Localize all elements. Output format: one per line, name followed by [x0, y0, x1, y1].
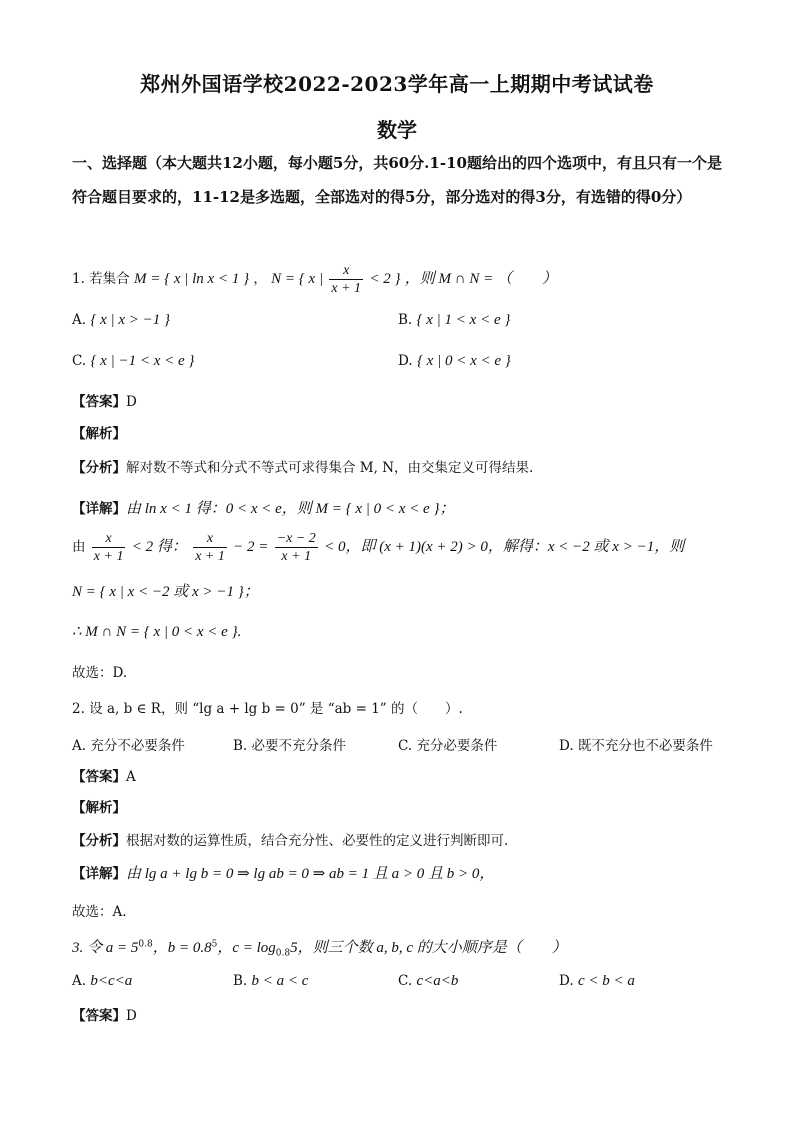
q1-detail-3: N = { x | x < −2 或 x > −1 }；	[72, 584, 259, 600]
q3-answer-value: D	[126, 1008, 137, 1024]
q1-comma: ，	[253, 271, 267, 287]
q1-fenxi-label: 【分析】	[72, 460, 126, 476]
q2-detail	[72, 862, 494, 883]
q1-analysis-label: 【解析】	[72, 426, 126, 442]
q2-answer-label: 【答案】	[72, 769, 126, 785]
q1-answer-value: D	[126, 394, 137, 410]
q1-lead: 1. 若集合	[72, 271, 130, 287]
q1-detail-frac-2-num: x	[193, 530, 227, 548]
q2-analysis-label: 【解析】	[72, 800, 126, 816]
q3-stem-b: ，b = 0.8	[152, 940, 212, 956]
q1-fenxi-text: 解对数不等式和分式不等式可求得集合 M, N，由交集定义可得结果.	[126, 460, 534, 476]
q1-choose: 故选：D.	[72, 665, 128, 681]
q1-detail-frac-1-den: x + 1	[93, 549, 124, 564]
q2-option-d	[559, 734, 713, 754]
q1-detail-frac-3	[275, 530, 318, 565]
q1-option-c	[72, 353, 194, 370]
q1-detail-4: ∴ M ∩ N = { x | 0 < x < e }.	[72, 624, 242, 640]
q1-option-c-text: { x | −1 < x < e }	[90, 353, 195, 369]
q3-option-b	[233, 973, 308, 990]
q3-option-c	[398, 973, 458, 990]
q2-option-b	[233, 734, 346, 754]
q3-sub: 0.8	[275, 948, 291, 959]
question-3-stem	[72, 936, 567, 959]
q2-option-a-text: 充分不必要条件	[90, 738, 185, 754]
q3-option-c-text: c<a<b	[416, 973, 459, 989]
q1-detail-frac-2	[193, 530, 227, 565]
q3-option-b-letter: B.	[233, 973, 248, 989]
q2-detail-label: 【详解】	[72, 866, 126, 882]
q1-detail-label: 【详解】	[72, 501, 126, 517]
q2-option-b-text: 必要不充分条件	[251, 738, 347, 754]
q1-detail-1	[72, 497, 454, 518]
q2-option-c-letter: C.	[398, 738, 413, 754]
q2-fenxi	[72, 829, 508, 849]
q1-frac-den: x + 1	[331, 281, 362, 296]
q3-option-d-letter: D.	[559, 973, 574, 989]
q1-set-n-left: N = { x |	[271, 271, 324, 287]
q2-answer-value: A	[126, 769, 136, 785]
q1-answer-label: 【答案】	[72, 394, 126, 410]
q2-fenxi-label: 【分析】	[72, 833, 126, 849]
q2-answer	[72, 765, 136, 785]
q1-detail-2d: < 0，即 (x + 1)(x + 2) > 0，解得：x < −2 或 x > −1，则	[324, 539, 685, 555]
q1-option-b-letter: B.	[398, 312, 413, 328]
q1-option-d	[398, 353, 511, 370]
q3-option-d	[559, 973, 635, 990]
q1-detail-frac-1	[92, 530, 126, 565]
q3-answer-label: 【答案】	[72, 1008, 126, 1024]
question-1-stem	[72, 262, 557, 297]
q1-detail-2b: < 2 得：	[131, 539, 187, 555]
q3-answer	[72, 1004, 137, 1024]
q1-answer	[72, 390, 137, 410]
section-heading: 一、选择题（本大题共12小题，每小题5分，共60分.1-10题给出的四个选项中，有且只有一个是符合题目要求的，11-12是多选题，全部选对的得5分，部分选对的得3分，有选错的得0分）	[72, 154, 722, 206]
q1-fenxi	[72, 456, 533, 476]
q1-tail: ，则 M ∩ N = （ ）	[404, 271, 557, 287]
q1-detail-frac-1-num: x	[92, 530, 126, 548]
q3-stem-a: 3. 令 a = 5	[72, 940, 139, 956]
q1-option-a-text: { x | x > −1 }	[90, 312, 171, 328]
subject-title: 数学	[377, 118, 417, 142]
q1-set-m: M = { x | ln x < 1 }	[133, 271, 250, 287]
q3-exp-1: 0.8	[138, 939, 153, 950]
q3-option-d-text: c < b < a	[577, 973, 635, 989]
question-2-stem: 2. 设 a, b ∈ R，则 “lg a + lg b = 0” 是 “ab = 1” 的（ ）.	[72, 701, 463, 717]
q3-stem-d: 5，则三个数 a, b, c 的大小顺序是（ ）	[290, 940, 567, 956]
q1-detail-frac-3-den: x + 1	[281, 549, 312, 564]
page-title: 郑州外国语学校2022-2023学年高一上期期中考试试卷	[140, 72, 654, 96]
q1-detail-1-text: 由 ln x < 1 得：0 < x < e，则 M = { x | 0 < x < e }；	[126, 501, 455, 517]
q1-detail-2	[72, 530, 684, 565]
q1-detail-frac-2-den: x + 1	[195, 549, 225, 564]
q2-option-b-letter: B.	[233, 738, 248, 754]
q1-detail-frac-3-num: −x − 2	[276, 531, 316, 546]
q3-option-a-letter: A.	[72, 973, 87, 989]
q1-option-d-text: { x | 0 < x < e }	[416, 353, 511, 369]
q1-option-b-text: { x | 1 < x < e }	[416, 312, 511, 328]
q3-option-b-text: b < a < c	[251, 973, 309, 989]
q2-option-a	[72, 734, 185, 754]
q1-option-c-letter: C.	[72, 353, 87, 369]
q2-option-c-text: 充分必要条件	[416, 738, 498, 754]
q2-option-a-letter: A.	[72, 738, 87, 754]
q3-option-a-text: b<c<a	[90, 973, 133, 989]
q1-fraction	[329, 262, 363, 297]
q1-option-a-letter: A.	[72, 312, 87, 328]
q3-exp-2: 5	[211, 939, 218, 950]
q2-option-d-text: 既不充分也不必要条件	[577, 738, 713, 754]
q3-option-a	[72, 973, 132, 990]
q3-option-c-letter: C.	[398, 973, 413, 989]
q1-option-d-letter: D.	[398, 353, 413, 369]
q1-set-n-right: < 2 }	[369, 271, 401, 287]
q3-stem-c: ，c = log	[217, 940, 276, 956]
q2-choose: 故选：A.	[72, 904, 127, 920]
q2-fenxi-text: 根据对数的运算性质，结合充分性、必要性的定义进行判断即可.	[126, 833, 509, 849]
q2-option-c	[398, 734, 497, 754]
q2-detail-text: 由 lg a + lg b = 0 ⇒ lg ab = 0 ⇒ ab = 1 且 a > 0 且 b > 0，	[126, 866, 495, 882]
q1-option-a	[72, 312, 170, 329]
q1-frac-num: x	[329, 262, 363, 280]
q2-option-d-letter: D.	[559, 738, 574, 754]
q1-detail-2a: 由	[72, 539, 86, 555]
q1-detail-2c: − 2 =	[233, 539, 269, 555]
q1-option-b	[398, 312, 510, 329]
